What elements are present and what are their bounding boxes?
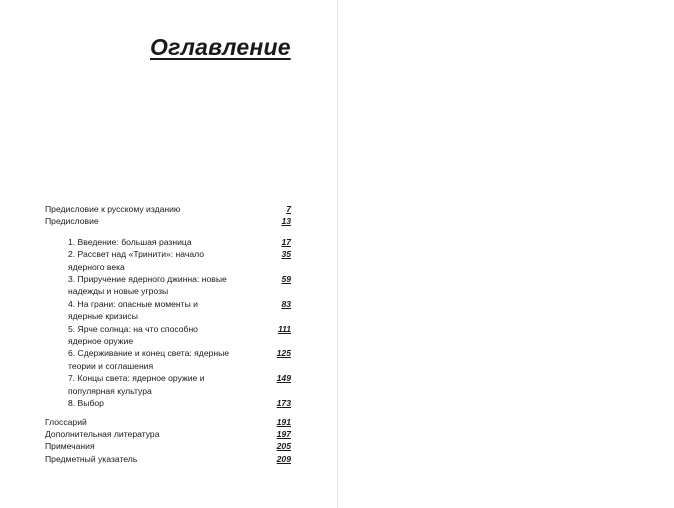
toc-entry[interactable] (45, 453, 293, 465)
toc-entry-label: Предисловие к русскому изданию (45, 204, 181, 214)
toc-chapter-page[interactable]: 173 (276, 398, 291, 409)
toc-chapter[interactable] (45, 347, 293, 372)
toc-chapter-label: 4. На грани: опасные моменты и ядерные кризисы (68, 298, 198, 322)
toc-chapter-label: 7. Концы света: ядерное оружие и популярная культура (68, 373, 205, 396)
toc-entry[interactable] (45, 416, 293, 428)
toc-entry[interactable] (45, 428, 293, 440)
toc-entry[interactable] (45, 440, 293, 452)
page-title: Оглавление (150, 34, 291, 60)
toc-chapter-page[interactable]: 17 (281, 236, 291, 247)
toc-entry-label: Предметный указатель (45, 453, 138, 464)
toc-entry-label: Примечания (45, 441, 95, 452)
toc-entry-page[interactable]: 13 (281, 216, 291, 227)
toc-chapter-page[interactable]: 59 (281, 274, 291, 285)
toc-entry-page[interactable]: 7 (286, 204, 291, 214)
toc-entry-page[interactable]: 209 (276, 453, 291, 464)
toc-chapter[interactable] (45, 273, 293, 298)
toc-chapter-label: 1. Введение: большая разница (68, 236, 192, 247)
toc-chapter[interactable] (45, 248, 293, 273)
toc-entry-label: Глоссарий (45, 416, 87, 427)
toc-entry-page[interactable]: 205 (276, 441, 291, 452)
spacer (45, 228, 293, 236)
toc-chapter-page[interactable]: 149 (276, 373, 291, 384)
toc-entry-page[interactable]: 197 (276, 428, 291, 439)
toc-chapter[interactable] (45, 298, 293, 323)
toc-chapter[interactable] (45, 236, 293, 248)
right-page (338, 0, 674, 508)
toc-chapter-page[interactable]: 35 (281, 249, 291, 260)
toc-chapter-label: 2. Рассвет над «Тринити»: начало ядерного века (68, 249, 205, 272)
toc-entry-label: Дополнительная литература (45, 428, 160, 439)
toc-chapter[interactable] (45, 372, 293, 397)
toc-entry-label: Предисловие (45, 216, 99, 227)
toc-chapter-page[interactable]: 125 (276, 348, 291, 359)
toc-entry[interactable] (45, 215, 293, 227)
toc-chapter-page[interactable]: 111 (277, 323, 291, 334)
toc-chapter-label: 8. Выбор (68, 398, 104, 409)
toc-chapter-label: 5. Ярче солнца: на что способно ядерное оружие (68, 323, 198, 347)
toc-chapter-label: 6. Сдерживание и конец света: ядерные теории и соглашения (68, 348, 230, 371)
toc-chapter-page[interactable]: 83 (281, 298, 291, 309)
toc-chapter[interactable] (45, 323, 293, 348)
toc-entry[interactable] (45, 203, 293, 215)
table-of-contents (45, 203, 293, 465)
toc-chapter-label: 3. Приручение ядерного джинна: новые надежды и новые угрозы (68, 274, 227, 297)
toc-entry-page[interactable]: 191 (276, 416, 291, 427)
toc-chapter[interactable] (45, 397, 293, 409)
